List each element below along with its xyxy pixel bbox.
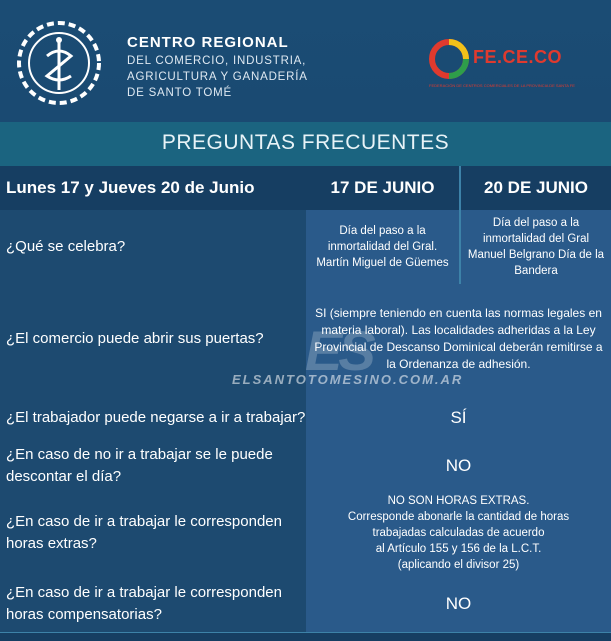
- header-col-17-junio: 17 DE JUNIO: [306, 166, 459, 210]
- org-line: AGRICULTURA Y GANADERÍA: [127, 71, 308, 83]
- answer-line: al Artículo 155 y 156 de la L.C.T.: [375, 543, 542, 555]
- footer-bar: [0, 633, 611, 641]
- answer-line: (aplicando el divisor 25): [397, 559, 520, 571]
- table-row: [0, 210, 611, 285]
- question-cell: ¿En caso de ir a trabajar le corresponden horas extras?: [0, 490, 306, 576]
- question-cell: ¿El trabajador puede negarse a ir a trabajar?: [0, 394, 306, 442]
- answer-line: NO SON HORAS EXTRAS.: [387, 495, 530, 507]
- table-row: [0, 490, 611, 577]
- fececo-wordmark: FE.CE.CO: [473, 47, 563, 67]
- answer-cell: SI (siempre teniendo en cuenta las normas legales en materia laboral). Las localidades adheridas a la Ley Provincial de Descanso Dominical deberán remitirse a la Ordenanza de adhesión.: [306, 284, 611, 394]
- answer-line: trabajadas calculadas de acuerdo: [372, 527, 545, 539]
- answer-cell: NO: [306, 576, 611, 632]
- answer-cell: [306, 490, 611, 576]
- table-row: [0, 394, 611, 443]
- answer-line: Corresponde abonarle la cantidad de horas: [347, 511, 570, 523]
- table-row: [0, 442, 611, 491]
- watermark-logo: ES: [305, 319, 372, 382]
- table-header-row: [0, 166, 611, 211]
- page-title: PREGUNTAS FRECUENTES: [0, 122, 611, 166]
- question-cell: ¿Qué se celebra?: [0, 210, 306, 284]
- answer-cell: SÍ: [306, 394, 611, 442]
- question-cell: ¿El comercio puede abrir sus puertas?: [0, 284, 306, 394]
- header-col-20-junio: 20 DE JUNIO: [461, 166, 611, 210]
- fececo-logo: [427, 33, 577, 103]
- centro-regional-logo-icon: [14, 18, 104, 108]
- fececo-caption: FEDERACIÓN DE CENTROS COMERCIALES DE LA PROVINCIA DE SANTA FE: [429, 83, 575, 88]
- answer-cell-20-junio: Día del paso a la inmortalidad del Gral Manuel Belgrano Día de la Bandera: [461, 210, 611, 284]
- question-cell: ¿En caso de no ir a trabajar se le puede descontar el día?: [0, 442, 306, 490]
- header: [0, 0, 611, 122]
- table-row: [0, 576, 611, 633]
- watermark-text: ELSANTOTOMESINO.COM.AR: [232, 372, 464, 387]
- org-line: DE SANTO TOMÉ: [127, 87, 232, 99]
- answer-cell-17-junio: Día del paso a la inmortalidad del Gral. Martín Miguel de Güemes: [306, 210, 459, 284]
- header-question-cell: Lunes 17 y Jueves 20 de Junio: [0, 166, 306, 210]
- fececo-ring-icon: [427, 37, 471, 81]
- org-line: DEL COMERCIO, INDUSTRIA,: [127, 55, 307, 67]
- answer-cell: NO: [306, 442, 611, 490]
- org-title: CENTRO REGIONAL: [127, 34, 289, 51]
- question-cell: ¿En caso de ir a trabajar le corresponden horas compensatorias?: [0, 576, 306, 632]
